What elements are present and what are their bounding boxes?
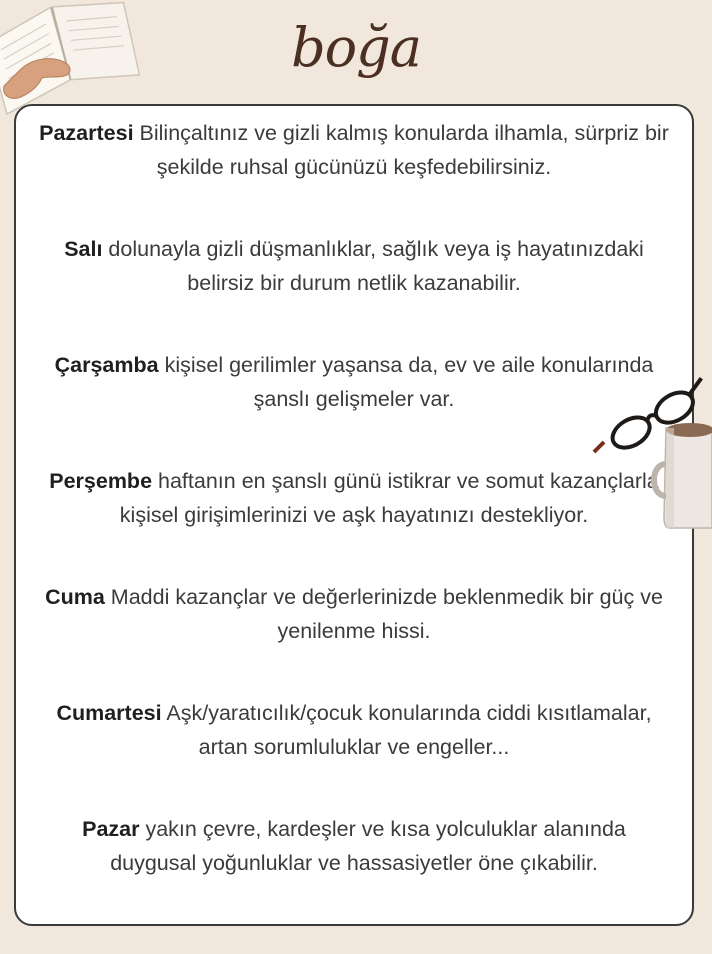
entry-wednesday bbox=[38, 348, 670, 416]
day-label: Cuma bbox=[45, 585, 105, 609]
entry-text: dolunayla gizli düşmanlıklar, sağlık veya iş hayatınızdaki belirsiz bir durum netlik kazanabilir. bbox=[108, 237, 644, 295]
entry-text: Bilinçaltınız ve gizli kalmış konularda ilhamla, sürpriz bir şekilde ruhsal gücünüzü keşfedebilirsiniz. bbox=[139, 121, 669, 179]
day-label: Perşembe bbox=[49, 469, 153, 493]
entry-text: Maddi kazançlar ve değerlerinizde beklenmedik bir güç ve yenilenme hissi. bbox=[110, 585, 663, 643]
entry-tuesday bbox=[38, 232, 670, 300]
entry-sunday bbox=[38, 812, 670, 880]
day-label: Cumartesi bbox=[56, 701, 162, 725]
entry-friday bbox=[38, 580, 670, 648]
day-label: Pazartesi bbox=[39, 121, 134, 145]
entry-text: kişisel gerilimler yaşansa da, ev ve aile konularında şanslı gelişmeler var. bbox=[164, 353, 654, 411]
day-label: Çarşamba bbox=[54, 353, 159, 377]
entry-text: Aşk/yaratıcılık/çocuk konularında ciddi kısıtlamalar, artan sorumluluklar ve engeller... bbox=[166, 701, 652, 759]
entry-thursday bbox=[38, 464, 670, 532]
entry-saturday bbox=[38, 696, 670, 764]
page-title: boğa bbox=[291, 16, 421, 79]
day-label: Salı bbox=[64, 237, 103, 261]
horoscope-card bbox=[14, 104, 694, 926]
day-label: Pazar bbox=[82, 817, 140, 841]
coffee-mug-icon bbox=[648, 418, 712, 538]
entry-text: haftanın en şanslı günü istikrar ve somut kazançlarla kişisel girişimlerinizi ve aşk hayatınızı destekliyor. bbox=[119, 469, 659, 527]
entry-text: yakın çevre, kardeşler ve kısa yolculuklar alanında duygusal yoğunluklar ve hassasiyetler öne çıkabilir. bbox=[110, 817, 626, 875]
entry-monday bbox=[38, 116, 670, 184]
